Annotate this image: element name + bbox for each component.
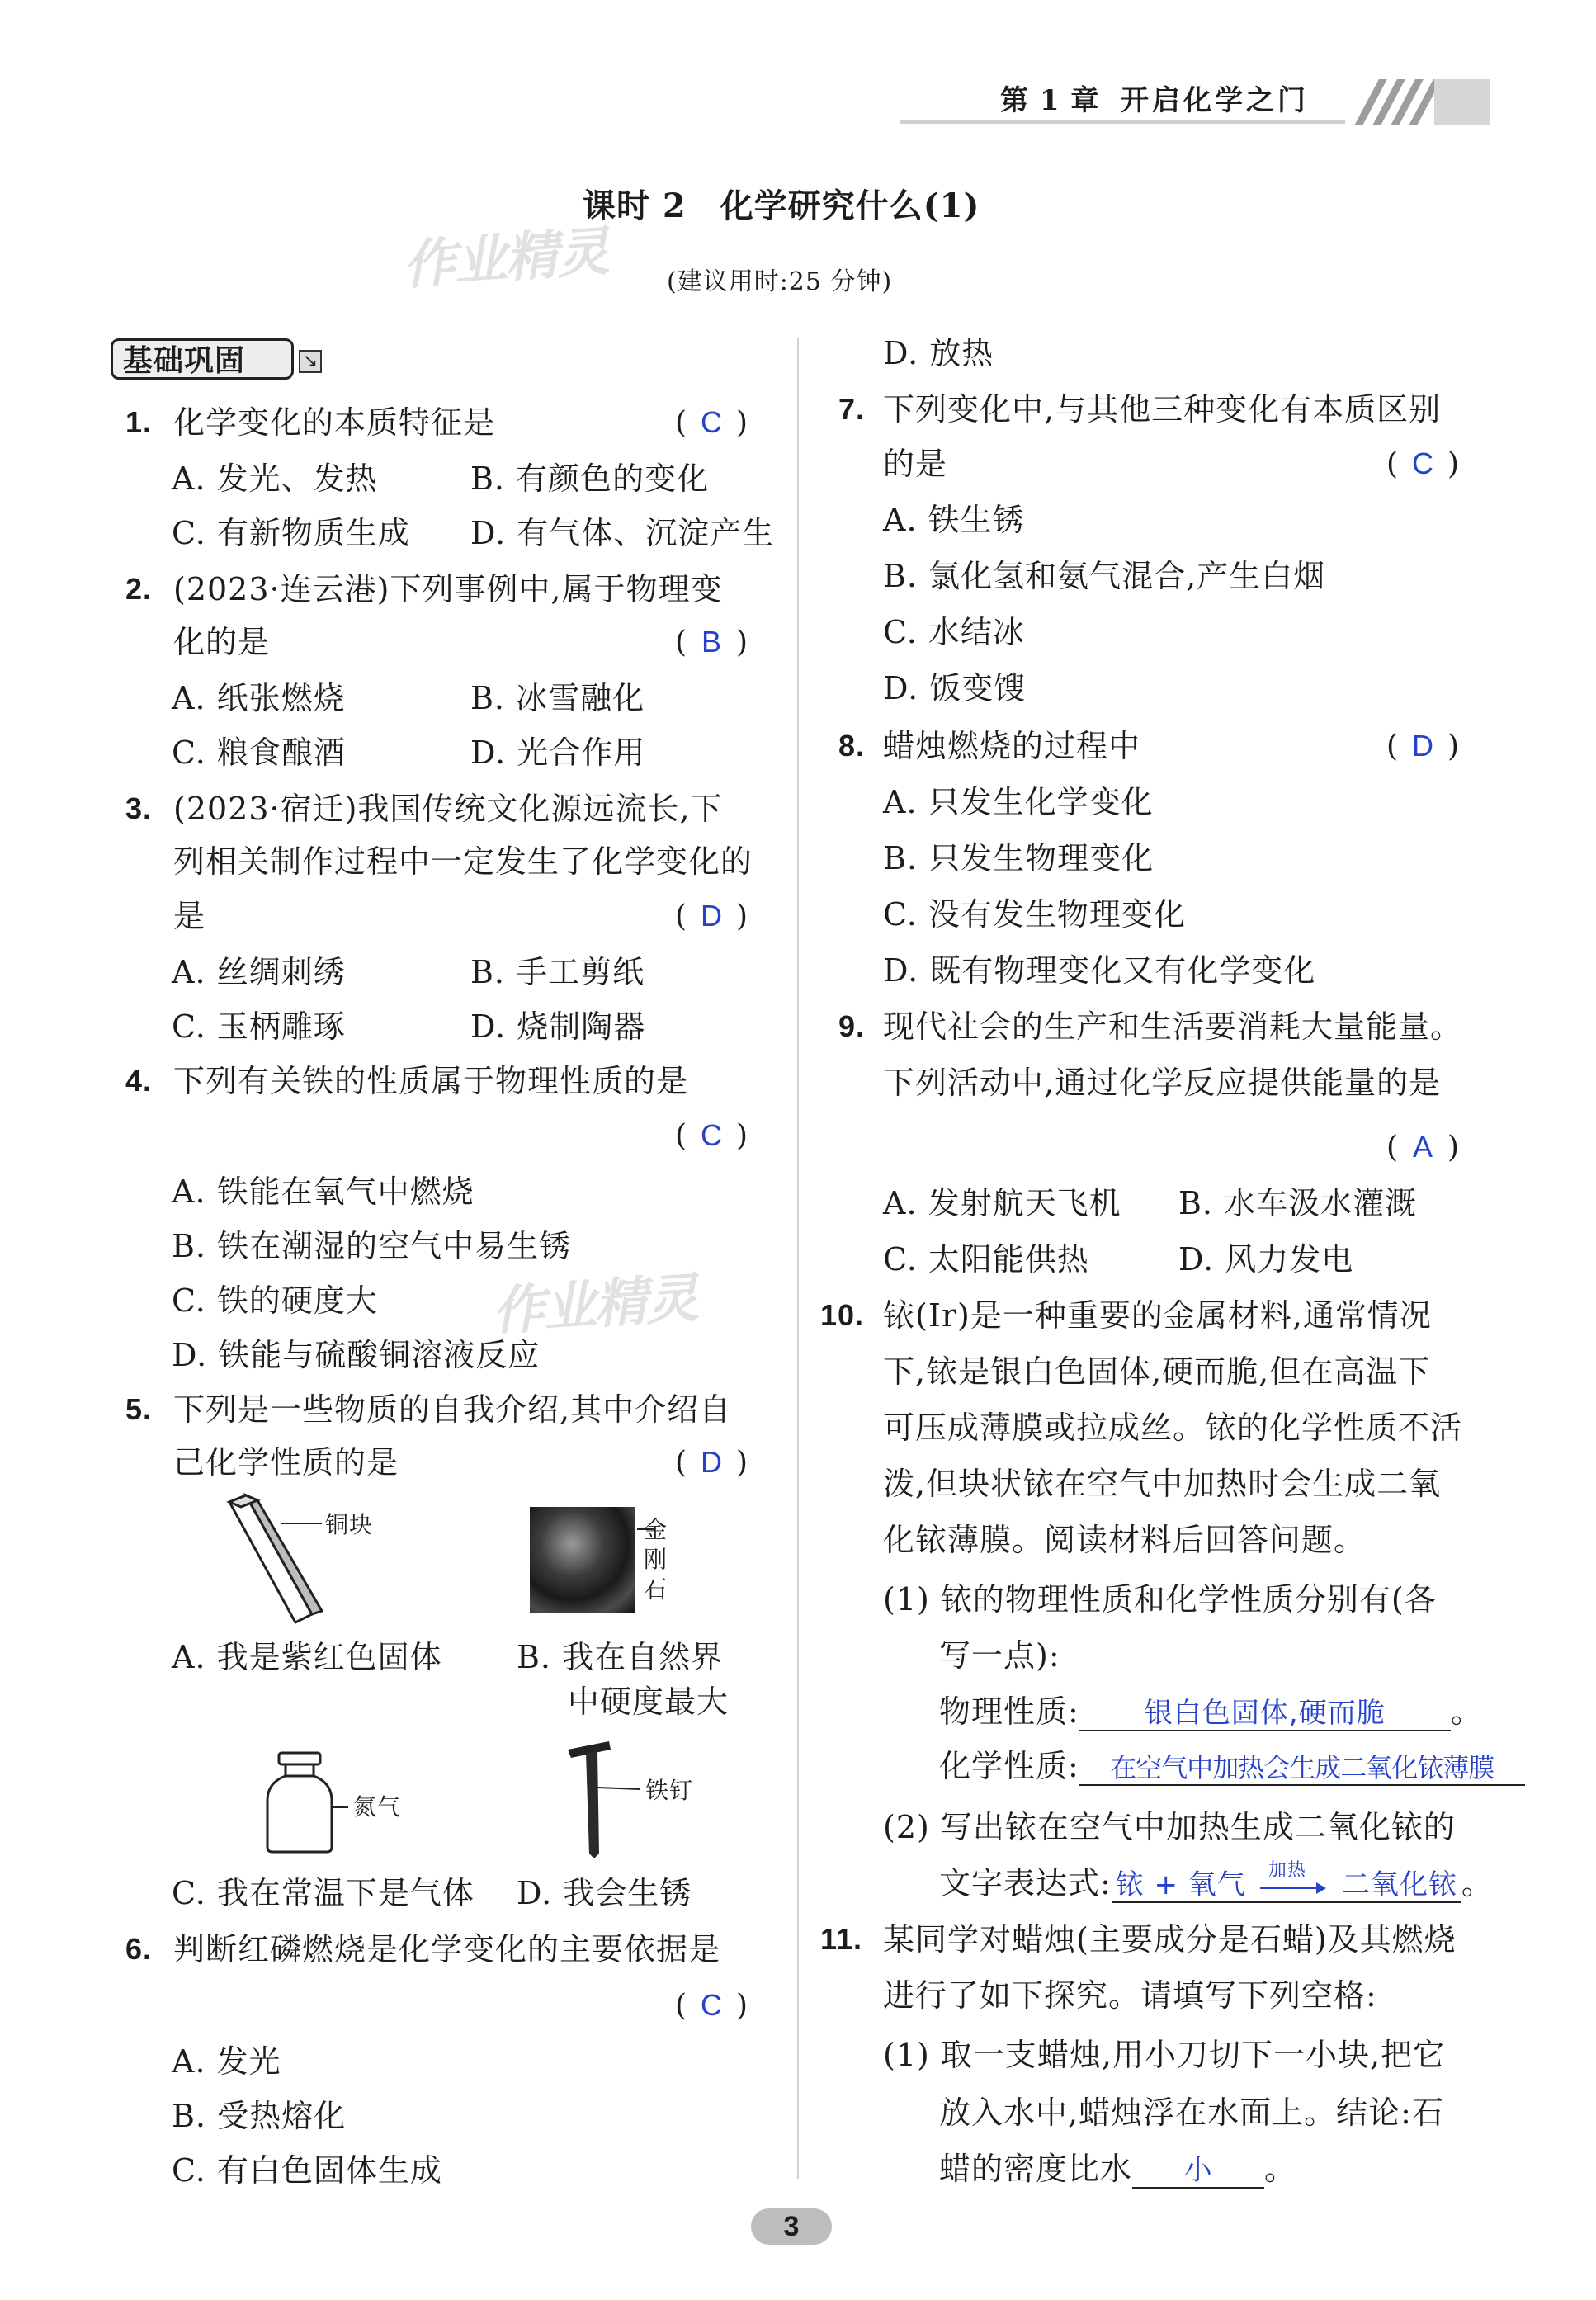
q5-option-b: B. 我在自然界 — [517, 1639, 724, 1675]
lesson-time-hint: (建议用时:25 分钟) — [667, 267, 893, 296]
equation-condition: 加热 — [1268, 1860, 1306, 1881]
q6-option-a: A. 发光 — [172, 2043, 281, 2080]
q4-option-b: B. 铁在潮湿的空气中易生锈 — [172, 1228, 572, 1264]
q9-answer: A — [1413, 1130, 1433, 1164]
q9-option-c: C. 太阳能供热 — [883, 1241, 1089, 1278]
page-number-badge — [751, 2208, 832, 2245]
copper-label: 铜块 — [325, 1511, 374, 1538]
q10-line-3: 可压成薄膜或拉成丝。铱的化学性质不活 — [883, 1410, 1463, 1446]
physical-property-answer: 银白色固体,硬而脆 — [1079, 1697, 1451, 1731]
q7-answer: C — [1412, 446, 1434, 480]
q1-option-b: B. 有颜色的变化 — [470, 460, 710, 497]
q5-option-a: A. 我是紫红色固体 — [172, 1639, 442, 1675]
lesson-title: 课时 2 化学研究什么(1) — [583, 187, 980, 225]
q10-sub1: (1) 铱的物理性质和化学性质分别有(各 — [883, 1581, 1437, 1618]
q7-option-d: D. 饭变馊 — [883, 670, 1027, 706]
column-divider — [797, 338, 799, 2179]
chemical-property-label: 化学性质: — [939, 1748, 1079, 1784]
q2-number: 2. — [125, 572, 153, 606]
chapter-title: 开启化学之门 — [1121, 84, 1309, 117]
q7-stem-line1: 下列变化中,与其他三种变化有本质区别 — [883, 391, 1442, 427]
q5-stem-line2: 己化学性质的是 — [173, 1444, 399, 1481]
q11-line-2: 进行了如下探究。请填写下列空格: — [883, 1977, 1377, 2014]
q11-line-1: 某同学对蜡烛(主要成分是石蜡)及其燃烧 — [883, 1921, 1457, 1958]
q4-answer: C — [701, 1118, 723, 1152]
q5-option-b-line2: 中硬度最大 — [568, 1684, 730, 1720]
equation-answer — [1112, 1860, 1461, 1903]
q9-option-a: A. 发射航天飞机 — [883, 1185, 1121, 1221]
q3-stem-line3: 是 — [173, 898, 206, 934]
q2-option-a: A. 纸张燃烧 — [172, 680, 346, 716]
chemical-property-answer: 在空气中加热会生成二氧化铱薄膜 — [1079, 1751, 1525, 1786]
iron-nail-image — [561, 1738, 652, 1862]
q4-number: 4. — [125, 1064, 153, 1098]
equation-reactants: 铱 + 氧气 — [1115, 1868, 1246, 1901]
q6-option-c: C. 有白色固体生成 — [172, 2152, 442, 2189]
q10-chemical-row — [939, 1750, 1525, 1786]
q11-number: 11. — [820, 1922, 863, 1956]
q11-answer: 小 — [1132, 2154, 1264, 2189]
q5-number: 5. — [125, 1392, 153, 1426]
watermark-middle: 作业精灵 — [490, 1268, 699, 1344]
nitrogen-bottle-image — [261, 1750, 352, 1857]
q5-answer-bracket: ( D ) — [675, 1445, 748, 1480]
q1-option-a: A. 发光、发热 — [172, 460, 378, 497]
q2-option-c: C. 粮食酿酒 — [172, 734, 346, 771]
q7-number: 7. — [838, 392, 866, 426]
q10-sub2: (2) 写出铱在空气中加热生成二氧化铱的 — [883, 1809, 1456, 1845]
equation-label: 文字表达式: — [939, 1865, 1112, 1901]
q2-stem-line2: 化的是 — [173, 624, 271, 660]
q10-equation-row: 文字表达式: 铱 + 氧气 加热 二氧化铱 。 — [939, 1867, 1494, 1903]
diamond-label-3: 石 — [644, 1575, 668, 1603]
q10-physical-row: 物理性质: 银白色固体,硬而脆 。 — [939, 1693, 1483, 1730]
q5-stem-line1: 下列是一些物质的自我介绍,其中介绍自 — [173, 1391, 732, 1428]
q7-answer-bracket: ( C ) — [1386, 446, 1460, 481]
header-stripes — [1342, 79, 1490, 125]
q6-stem: 判断红磷燃烧是化学变化的主要依据是 — [173, 1931, 721, 1967]
q4-option-c: C. 铁的硬度大 — [172, 1282, 378, 1319]
q9-stem-line1: 现代社会的生产和生活要消耗大量能量。 — [883, 1008, 1463, 1045]
q8-option-a: A. 只发生化学变化 — [883, 784, 1154, 820]
q11-sub1-line2: 放入水中,蜡烛浮在水面上。结论:石 — [939, 2095, 1444, 2131]
q2-answer-bracket: ( B ) — [675, 625, 748, 659]
q10-number: 10. — [820, 1298, 865, 1332]
diamond-label-2: 刚 — [644, 1546, 668, 1573]
q3-stem-line1: (2023·宿迁)我国传统文化源远流长,下 — [173, 791, 723, 827]
equation-product: 二氧化铱 — [1341, 1868, 1457, 1901]
q1-number: 1. — [125, 405, 153, 439]
q6-option-d: D. 放热 — [883, 335, 994, 371]
physical-property-label: 物理性质: — [939, 1693, 1079, 1730]
q6-number: 6. — [125, 1932, 153, 1966]
q1-option-d: D. 有气体、沉淀产生 — [470, 515, 775, 551]
q2-stem-line1: (2023·连云港)下列事例中,属于物理变 — [173, 571, 723, 607]
q8-answer: D — [1412, 729, 1434, 763]
q7-option-b: B. 氯化氢和氨气混合,产生白烟 — [883, 558, 1326, 594]
q3-option-a: A. 丝绸刺绣 — [172, 954, 346, 990]
q1-answer-bracket: ( C ) — [675, 405, 748, 440]
header-rule — [900, 120, 1345, 124]
q8-option-b: B. 只发生物理变化 — [883, 840, 1155, 876]
q8-number: 8. — [838, 729, 866, 763]
q2-option-b: B. 冰雪融化 — [470, 680, 645, 716]
q4-answer-bracket: ( C ) — [675, 1118, 748, 1153]
diamond-label-1: 金 — [644, 1516, 668, 1543]
q6-option-b: B. 受热熔化 — [172, 2098, 347, 2134]
q1-stem: 化学变化的本质特征是 — [173, 404, 496, 441]
q7-stem-line2: 的是 — [883, 446, 948, 482]
q3-answer-bracket: ( D ) — [675, 899, 748, 933]
q1-answer: C — [701, 405, 723, 439]
page-number: 3 — [783, 2211, 800, 2242]
q4-option-d: D. 铁能与硫酸铜溶液反应 — [172, 1337, 541, 1373]
q8-answer-bracket: ( D ) — [1386, 729, 1460, 763]
reaction-arrow-icon — [1260, 1887, 1323, 1889]
q5-answer: D — [701, 1445, 723, 1479]
q11-sub1-line1: (1) 取一支蜡烛,用小刀切下一小块,把它 — [883, 2037, 1446, 2073]
q10-line-4: 泼,但块状铱在空气中加热时会生成二氧 — [883, 1466, 1442, 1502]
q11-sub1-line3: 蜡的密度比水 小 。 — [939, 2151, 1297, 2187]
q6-answer: C — [701, 1988, 723, 2022]
diamond-image — [530, 1507, 635, 1613]
q10-line-1: 铱(Ir)是一种重要的金属材料,通常情况 — [883, 1297, 1432, 1334]
q1-option-c: C. 有新物质生成 — [172, 515, 410, 551]
watermark-top: 作业精灵 — [401, 221, 610, 297]
q7-option-c: C. 水结冰 — [883, 614, 1025, 650]
q10-line-5: 化铱薄膜。阅读材料后回答问题。 — [883, 1522, 1367, 1558]
q2-option-d: D. 光合作用 — [470, 734, 646, 771]
q8-option-c: C. 没有发生物理变化 — [883, 896, 1186, 933]
nitrogen-label: 氮气 — [353, 1793, 402, 1821]
q9-option-d: D. 风力发电 — [1178, 1241, 1354, 1278]
q9-stem-line2: 下列活动中,通过化学反应提供能量的是 — [883, 1065, 1442, 1101]
q8-option-d: D. 既有物理变化又有化学变化 — [883, 952, 1316, 989]
q10-sub1-line2: 写一点): — [939, 1637, 1060, 1674]
q4-stem: 下列有关铁的性质属于物理性质的是 — [173, 1063, 689, 1099]
q5-option-d: D. 我会生锈 — [517, 1875, 692, 1911]
q10-line-2: 下,铱是银白色固体,硬而脆,但在高温下 — [883, 1353, 1431, 1390]
q3-option-c: C. 玉柄雕琢 — [172, 1008, 346, 1045]
q3-option-b: B. 手工剪纸 — [470, 954, 645, 990]
q6-answer-bracket: ( C ) — [675, 1988, 748, 2023]
q2-answer: B — [701, 625, 722, 659]
q9-answer-bracket: ( A ) — [1386, 1130, 1460, 1164]
q9-option-b: B. 水车汲水灌溉 — [1178, 1185, 1418, 1221]
nail-label: 铁钉 — [645, 1777, 694, 1804]
equation-arrow — [1257, 1860, 1331, 1894]
q8-stem: 蜡烛燃烧的过程中 — [883, 728, 1141, 764]
q3-stem-line2: 列相关制作过程中一定发生了化学变化的 — [173, 843, 753, 880]
q5-option-c: C. 我在常温下是气体 — [172, 1875, 475, 1911]
q7-option-a: A. 铁生锈 — [883, 502, 1025, 538]
q3-option-d: D. 烧制陶器 — [470, 1008, 646, 1045]
chapter-header — [900, 79, 1494, 125]
q9-number: 9. — [838, 1009, 866, 1043]
section-label: 基础巩固 — [111, 338, 294, 380]
q4-option-a: A. 铁能在氧气中燃烧 — [172, 1174, 475, 1210]
q3-answer: D — [701, 899, 723, 933]
chapter-number: 第 1 章 — [1000, 84, 1100, 117]
q3-number: 3. — [125, 791, 153, 825]
section-arrow-icon: ↘ — [299, 350, 322, 373]
